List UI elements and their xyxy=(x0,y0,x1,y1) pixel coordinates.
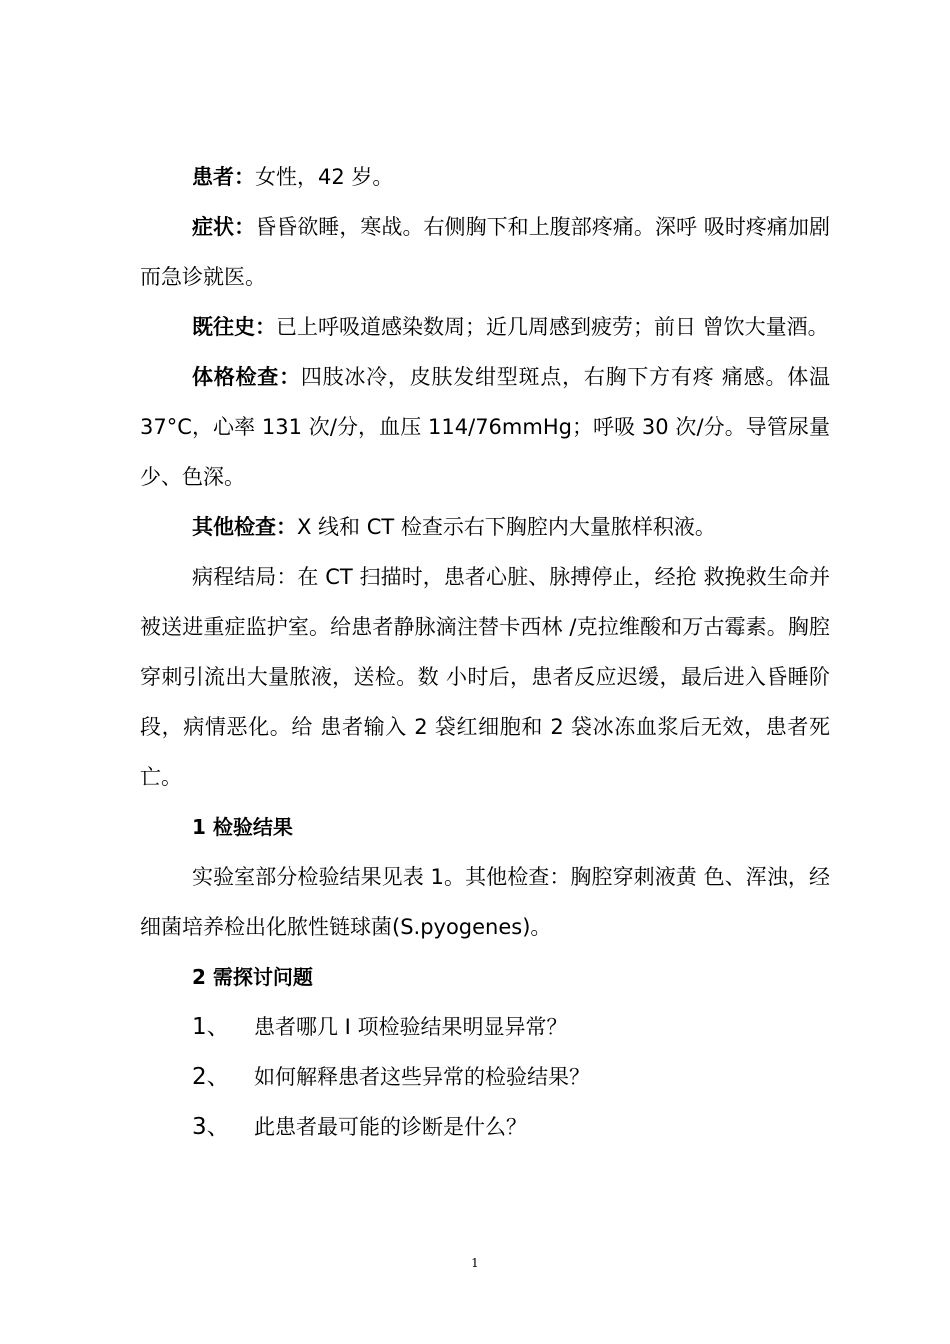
history-text: 已上呼吸道感染数周；近几周感到疲劳；前日 曾饮大量酒。 xyxy=(276,315,829,339)
question-number: 2、 xyxy=(192,1064,230,1090)
physical-exam-label: 体格检查： xyxy=(192,365,301,389)
other-exam-label: 其他检查： xyxy=(192,515,297,539)
course-text: 病程结局：在 CT 扫描时，患者心脏、脉搏停止，经抢 救挽救生命并被送进重症监护室。给患者静脉滴注替卡西林 /克拉维酸和万古霉素。胸腔穿刺引流出大量脓液，送检。数 小时后，患者反应迟缓，最后进入昏睡阶段，病情恶化。给 患者输入 2 袋红细胞和 2 袋冰冻血浆后无效，患者死亡。 xyxy=(140,565,830,789)
question-text: 患者哪几 I 项检验结果明显异常？ xyxy=(254,1015,568,1039)
question-number: 1、 xyxy=(192,1014,230,1040)
document-body xyxy=(140,152,830,1152)
question-item xyxy=(140,1052,830,1102)
section2-heading: 2 需探讨问题 xyxy=(192,965,313,989)
physical-exam-paragraph xyxy=(140,352,830,502)
symptoms-paragraph xyxy=(140,202,830,302)
question-item xyxy=(140,1102,830,1152)
patient-label: 患者： xyxy=(192,165,255,189)
patient-paragraph xyxy=(140,152,830,202)
patient-text: 女性，42 岁。 xyxy=(255,165,394,189)
other-exam-paragraph xyxy=(140,502,830,552)
question-text: 如何解释患者这些异常的检验结果？ xyxy=(254,1065,590,1089)
section1-paragraph xyxy=(140,852,830,952)
question-list xyxy=(140,1002,830,1152)
symptoms-text: 昏昏欲睡，寒战。右侧胸下和上腹部疼痛。深呼 吸时疼痛加剧而急诊就医。 xyxy=(140,215,830,289)
question-number: 3、 xyxy=(192,1114,230,1140)
history-label: 既往史： xyxy=(192,315,276,339)
section1-heading: 1 检验结果 xyxy=(192,815,293,839)
physical-exam-text: 四肢冰冷，皮肤发绀型斑点，右胸下方有疼 痛感。体温 37°C，心率 131 次/分，血压 114/76mmHg；呼吸 30 次/分。导管尿量少、色深。 xyxy=(140,365,830,489)
course-paragraph xyxy=(140,552,830,802)
history-paragraph xyxy=(140,302,830,352)
question-text: 此患者最可能的诊断是什么？ xyxy=(254,1115,527,1139)
symptoms-label: 症状： xyxy=(192,215,256,239)
section1-text: 实验室部分检验结果见表 1。其他检查：胸腔穿刺液黄 色、浑浊，经细菌培养检出化脓性链球菌(S.pyogenes)。 xyxy=(140,865,830,939)
page-number: 1 xyxy=(471,1256,479,1270)
other-exam-text: X 线和 CT 检查示右下胸腔内大量脓样积液。 xyxy=(297,515,716,539)
question-item xyxy=(140,1002,830,1052)
